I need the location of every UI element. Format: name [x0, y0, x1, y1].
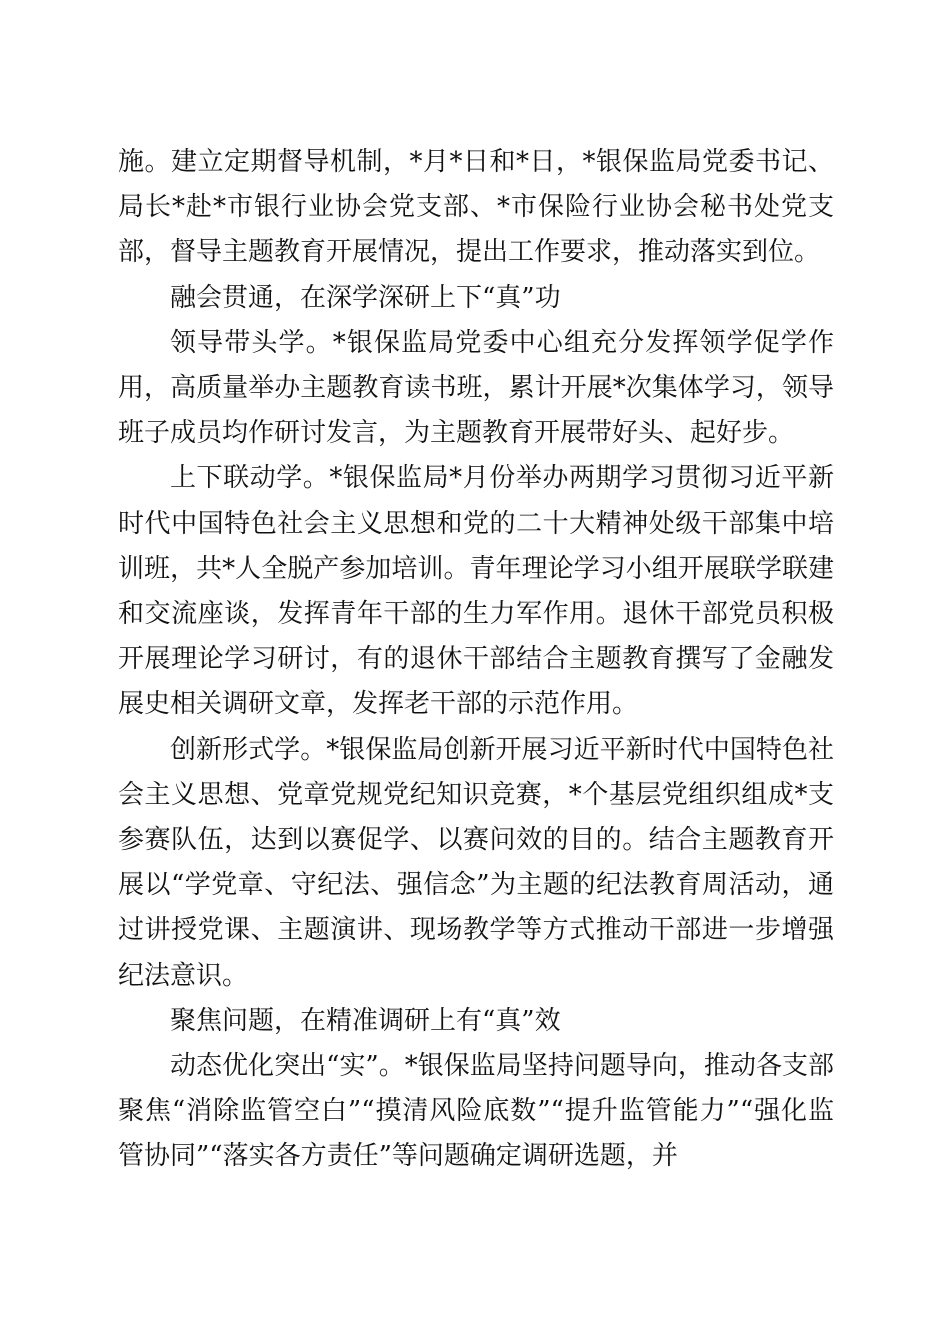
paragraph-joint-study: 上下联动学。*银保监局*月份举办两期学习贯彻习近平新时代中国特色社会主义思想和党的二十大精神处级干部集中培训班，共*人全脱产参加培训。青年理论学习小组开展联学联建和交流座谈，发挥青年干部的生力军作用。退休干部党员积极开展理论学习研讨，有的退休干部结合主题教育撰写了金融发展史相关调研文章，发挥老干部的示范作用。 [118, 463, 834, 720]
paragraph-leaders-study: 领导带头学。*银保监局党委中心组充分发挥领学促学作用，高质量举办主题教育读书班，累计开展*次集体学习，领导班子成员均作研讨发言，为主题教育开展带好头、起好步。 [118, 327, 834, 449]
paragraph-dynamic-optimization: 动态优化突出“实”。*银保监局坚持问题导向，推动各支部聚焦“消除监管空白”“摸清风险底数”“提升监管能力”“强化监管协同”“落实各方责任”等问题确定调研选题，并 [118, 1051, 834, 1172]
section-heading-precise-research: 聚焦问题，在精准调研上有“真”效 [170, 1005, 561, 1036]
section-heading-deep-study: 融会贯通，在深学深研上下“真”功 [170, 282, 561, 313]
paragraph-supervision-mechanism: 施。建立定期督导机制，*月*日和*日，*银保监局党委书记、局长*赴*市银行业协会党支部、*市保险行业协会秘书处党支部，督导主题教育开展情况，提出工作要求，推动落实到位。 [118, 147, 834, 268]
document-body [118, 140, 834, 1180]
paragraph-innovative-study: 创新形式学。*银保监局创新开展习近平新时代中国特色社会主义思想、党章党规党纪知识竞赛，*个基层党组织组成*支参赛队伍，达到以赛促学、以赛问效的目的。结合主题教育开展以“学党章、守纪法、强信念”为主题的纪法教育周活动，通过讲授党课、主题演讲、现场教学等方式推动干部进一步增强纪法意识。 [118, 734, 834, 991]
